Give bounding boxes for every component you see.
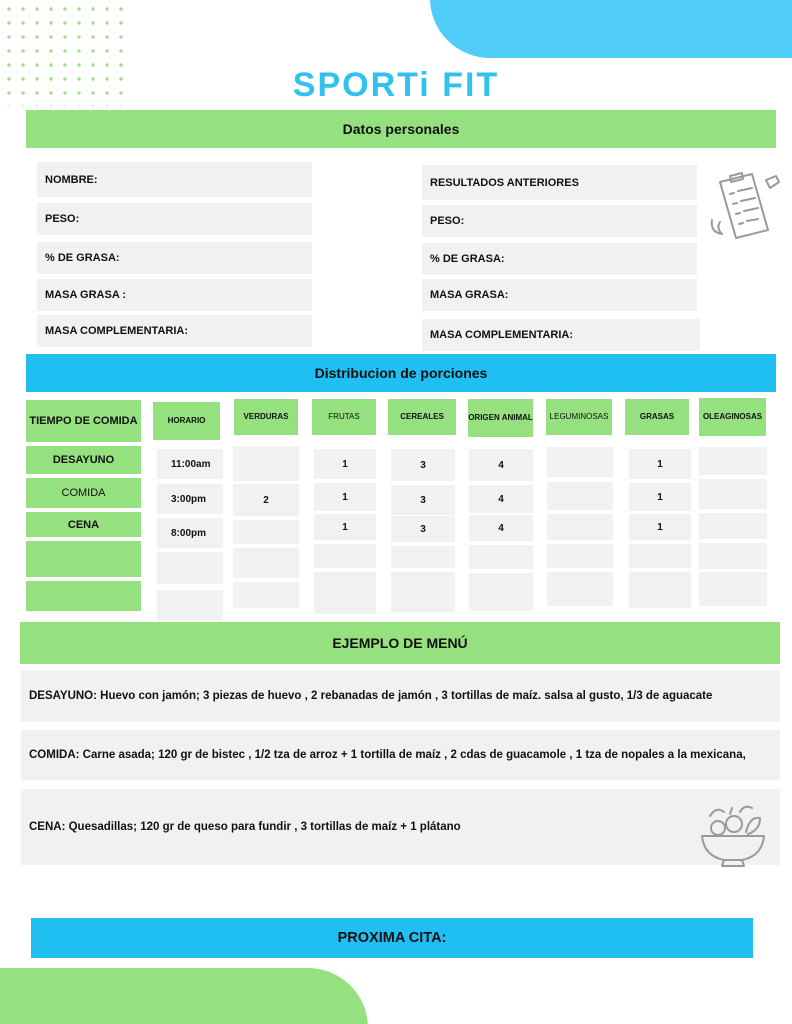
cell-r2-leguminosas[interactable]: [547, 514, 613, 540]
cell-r3-cereales[interactable]: [391, 546, 455, 568]
cell-r1-grasas[interactable]: 1: [629, 483, 691, 511]
cell-r1-horario[interactable]: 3:00pm: [157, 484, 223, 514]
meal-extra-2: [26, 581, 141, 611]
top-decoration-blob: [430, 0, 792, 58]
complementary-mass-field[interactable]: MASA COMPLEMENTARIA:: [37, 315, 312, 347]
cell-r3-verduras[interactable]: [233, 548, 299, 578]
cell-r3-oleaginosas[interactable]: [699, 543, 767, 569]
name-field[interactable]: NOMBRE:: [37, 162, 312, 197]
cell-r1-leguminosas[interactable]: [547, 482, 613, 510]
cell-r0-horario[interactable]: 11:00am: [157, 449, 223, 479]
meal-breakfast: DESAYUNO: [26, 446, 141, 474]
col-header-verduras: VERDURAS: [234, 399, 298, 435]
fat-percent-field[interactable]: % DE GRASA:: [37, 242, 312, 274]
cell-r2-origen-animal[interactable]: 4: [469, 515, 533, 541]
cell-r4-grasas[interactable]: [629, 572, 691, 608]
cell-r0-cereales[interactable]: 3: [391, 449, 455, 481]
cell-r1-frutas[interactable]: 1: [314, 483, 376, 511]
previous-complementary-mass-field[interactable]: MASA COMPLEMENTARIA:: [422, 319, 700, 351]
cell-r4-horario[interactable]: [157, 590, 223, 620]
previous-weight-field[interactable]: PESO:: [422, 205, 697, 237]
cell-r2-horario[interactable]: 8:00pm: [157, 518, 223, 548]
cell-r1-verduras[interactable]: 2: [233, 484, 299, 516]
menu-example-header: EJEMPLO DE MENÚ: [20, 622, 780, 664]
cell-r4-leguminosas[interactable]: [547, 572, 613, 606]
col-header-frutas: FRUTAS: [312, 399, 376, 435]
col-header-horario: HORARIO: [153, 402, 220, 440]
cell-r4-cereales[interactable]: [391, 572, 455, 612]
meal-dinner: CENA: [26, 512, 141, 537]
cell-r2-cereales[interactable]: 3: [391, 516, 455, 542]
cell-r0-verduras[interactable]: [233, 446, 299, 481]
cell-r2-frutas[interactable]: 1: [314, 514, 376, 540]
cell-r3-grasas[interactable]: [629, 544, 691, 568]
col-header-origen-animal: ORIGEN ANIMAL: [468, 399, 533, 437]
cell-r3-origen-animal[interactable]: [469, 545, 533, 569]
col-header-grasas: GRASAS: [625, 399, 689, 435]
menu-lunch: COMIDA: Carne asada; 120 gr de bistec , 1/2 tza de arroz + 1 tortilla de maíz , 2 cdas de guacamole , 1 tza de nopales a la mexicana,: [21, 730, 780, 780]
cell-r1-cereales[interactable]: 3: [391, 485, 455, 515]
bottom-decoration-blob: [0, 968, 368, 1024]
cell-r4-origen-animal[interactable]: [469, 573, 533, 611]
col-header-oleaginosas: OLEAGINOSAS: [699, 398, 766, 436]
cell-r0-grasas[interactable]: 1: [629, 449, 691, 479]
weight-field[interactable]: PESO:: [37, 203, 312, 235]
cell-r3-frutas[interactable]: [314, 544, 376, 568]
cell-r3-horario[interactable]: [157, 552, 223, 584]
cell-r1-oleaginosas[interactable]: [699, 479, 767, 509]
cell-r4-oleaginosas[interactable]: [699, 572, 767, 606]
next-appointment-bar: PROXIMA CITA:: [31, 918, 753, 958]
cell-r0-leguminosas[interactable]: [547, 447, 613, 477]
cell-r2-grasas[interactable]: 1: [629, 514, 691, 540]
cell-r0-origen-animal[interactable]: 4: [469, 449, 533, 481]
food-bowl-icon: [696, 802, 770, 868]
cell-r4-verduras[interactable]: [233, 582, 299, 608]
cell-r1-origen-animal[interactable]: 4: [469, 485, 533, 513]
cell-r4-frutas[interactable]: [314, 572, 376, 614]
cell-r0-oleaginosas[interactable]: [699, 447, 767, 475]
clipboard-checklist-icon: [706, 170, 782, 242]
cell-r2-oleaginosas[interactable]: [699, 513, 767, 539]
meal-time-header: TIEMPO DE COMIDA: [26, 400, 141, 442]
personal-data-header: Datos personales: [26, 110, 776, 148]
previous-fat-mass-field[interactable]: MASA GRASA:: [422, 279, 697, 311]
cell-r3-leguminosas[interactable]: [547, 544, 613, 568]
cell-r0-frutas[interactable]: 1: [314, 449, 376, 479]
portions-header: Distribucion de porciones: [26, 354, 776, 392]
fat-mass-field[interactable]: MASA GRASA :: [37, 279, 312, 311]
previous-fat-percent-field[interactable]: % DE GRASA:: [422, 243, 697, 275]
col-header-cereales: CEREALES: [388, 399, 456, 435]
col-header-leguminosas: LEGUMINOSAS: [546, 399, 612, 435]
meal-lunch: COMIDA: [26, 478, 141, 508]
cell-r2-verduras[interactable]: [233, 520, 299, 544]
menu-breakfast: DESAYUNO: Huevo con jamón; 3 piezas de huevo , 2 rebanadas de jamón , 3 tortillas de maíz. salsa al gusto, 1/3 de aguacate: [21, 670, 780, 722]
brand-logo: SPORTi FIT: [292, 66, 500, 104]
meal-extra-1: [26, 541, 141, 577]
previous-results-title: RESULTADOS ANTERIORES: [422, 165, 697, 200]
menu-dinner: CENA: Quesadillas; 120 gr de queso para fundir , 3 tortillas de maíz + 1 plátano: [21, 789, 780, 865]
